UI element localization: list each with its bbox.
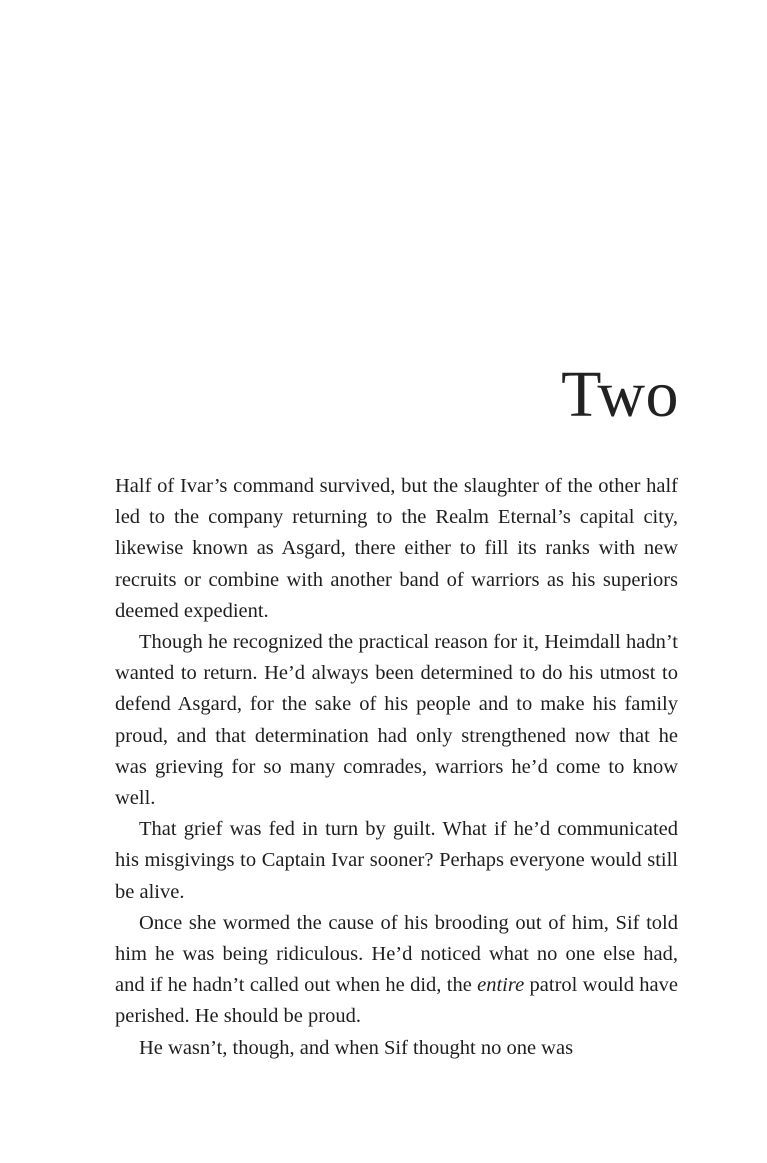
- paragraph-3: That grief was fed in turn by guilt. What if he’d communicated his misgivings to Captain Ivar sooner? Perhaps everyone would still be alive.: [115, 818, 678, 903]
- paragraph-4: [115, 908, 678, 1033]
- paragraph-4-text-after: patrol would have perished. He should be proud.: [115, 974, 678, 1028]
- chapter-body: [115, 471, 678, 1064]
- paragraph-2: Though he recognized the practical reason for it, Heimdall hadn’t wanted to return. He’d always been determined to do his utmost to defend Asgard, for the sake of his people and to make his family proud, and that determination had only strengthened now that he was grieving for so many comrades, warriors he’d come to know well.: [115, 631, 678, 810]
- paragraph-1: Half of Ivar’s command survived, but the slaughter of the other half led to the company returning to the Realm Eternal’s capital city, likewise known as Asgard, there either to fill its ranks with new recruits or combine with another band of warriors as his superiors deemed expedient.: [115, 475, 678, 622]
- paragraph-4-text-before: Once she wormed the cause of his brooding out of him, Sif told him he was being ridiculous. He’d noticed what no one else had, and if he hadn’t called out when he did, the: [115, 911, 678, 997]
- emphasized-word: entire: [477, 974, 525, 997]
- paragraph-5: He wasn’t, though, and when Sif thought no one was: [139, 1036, 574, 1059]
- chapter-title: Two: [561, 358, 679, 431]
